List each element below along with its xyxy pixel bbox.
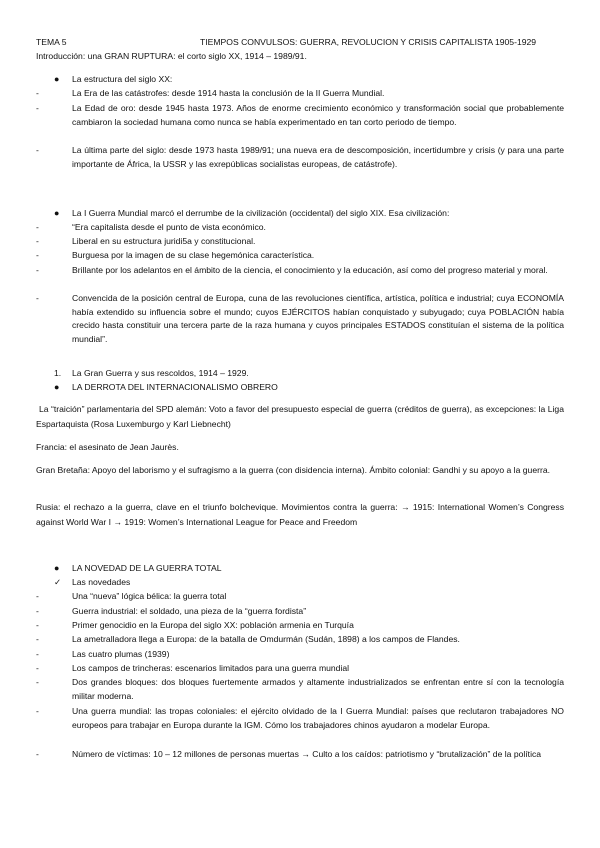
section2-title: La I Guerra Mundial marcó el derrumbe de la civilización (occidental) del siglo XIX. Esa civilización: <box>72 208 450 218</box>
dash-marker: - <box>36 677 39 687</box>
topic-label: TEMA 5 <box>36 37 67 47</box>
dash-marker: - <box>36 649 39 659</box>
dash-marker: - <box>36 265 39 275</box>
list-item: - Una guerra mundial: las tropas coloniales: el ejército olvidado de la I Guerra Mundial: países que reclutaron trabajadores NO europeos para trabajar en Europa durante la IGM. Cómo los trabajadores chinos ayudaron a modelar Europa. <box>36 706 564 730</box>
dash-marker: - <box>36 663 39 673</box>
bullet-marker: ● <box>54 563 60 573</box>
dash-marker: - <box>36 222 39 232</box>
paragraph-gran-bretana: Gran Bretaña: Apoyo del laborismo y el sufragismo a la guerra (con disidencia interna). Ámbito colonial: Gandhi y su apoyo a la guerra. <box>36 465 550 475</box>
list-item: - La Edad de oro: desde 1945 hasta 1973. Años de enorme crecimiento económico y transformación social que probablemente cambiaron la sociedad humana como nunca se había experimentado en tan corto periodo de tiempo. <box>36 103 564 127</box>
section1-title-item <box>36 73 564 87</box>
list-item: - “Era capitalista desde el punto de vista económico. <box>36 221 564 235</box>
section4-title: LA NOVEDAD DE LA GUERRA TOTAL <box>72 563 222 573</box>
paragraph-spd: La “traición” parlamentaria del SPD alemán: Voto a favor del presupuesto especial de guerra (créditos de guerra), as excepciones: la Liga Espartaquista (Rosa Luxemburgo y Karl Liebnecht) <box>36 404 564 429</box>
paragraph-rusia: Rusia: el rechazo a la guerra, clave en el triunfo bolchevique. Movimientos contra la guerra: → 1915: International Women’s Congress against World War I → 1919: Women’s International League for Peace and Freedom <box>36 502 564 527</box>
check-icon: ✓ <box>54 577 62 587</box>
section2-title-item <box>36 207 564 221</box>
dash-marker: - <box>36 103 39 113</box>
section3-title: La Gran Guerra y sus rescoldos, 1914 – 1929. <box>72 368 249 378</box>
section1-title: La estructura del siglo XX: <box>72 74 173 84</box>
topic-title: TIEMPOS CONVULSOS: GUERRA, REVOLUCION Y CRISIS CAPITALISTA 1905-1929 <box>200 37 537 47</box>
list-item: - Los campos de trincheras: escenarios limitados para una guerra mundial <box>36 662 564 676</box>
dash-marker: - <box>36 706 39 716</box>
dash-marker: - <box>36 620 39 630</box>
dash-marker: - <box>36 145 39 155</box>
dash-marker: - <box>36 88 39 98</box>
bullet-marker: ● <box>54 74 60 84</box>
list-item: - Liberal en su estructura juridi5a y constitucional. <box>36 235 564 249</box>
dash-marker: - <box>36 749 39 759</box>
section3-number: 1. <box>54 368 62 378</box>
dash-marker: - <box>36 606 39 616</box>
list-item: - Las cuatro plumas (1939) <box>36 648 564 662</box>
section3-heading <box>36 367 564 381</box>
dash-marker: - <box>36 236 39 246</box>
list-item: - Una “nueva” lógica bélica: la guerra total <box>36 590 564 604</box>
dash-marker: - <box>36 634 39 644</box>
list-item: - Número de víctimas: 10 – 12 millones de personas muertas → Culto a los caídos: patriotismo y “brutalización” de la política <box>36 748 564 762</box>
list-item: - Primer genocidio en la Europa del siglo XX: población armenia en Turquía <box>36 619 564 633</box>
list-item: - Dos grandes bloques: dos bloques fuertemente armados y altamente industrializados se enfrentan entre sí con la tecnología militar moderna. <box>36 677 564 701</box>
page-header <box>36 37 564 47</box>
check-item: ✓ Las novedades <box>36 576 564 590</box>
section3-subheading <box>36 381 564 395</box>
dash-marker: - <box>36 591 39 601</box>
list-item: - La Era de las catástrofes: desde 1914 hasta la conclusión de la II Guerra Mundial. <box>36 87 564 101</box>
list-item: - La última parte del siglo: desde 1973 hasta 1989/91; una nueva era de descomposición, incertidumbre y crisis (y para una parte importante de África, la USSR y las exrepúblicas socialistas europeas, de catástrofe). <box>36 145 564 169</box>
intro-line: Introducción: una GRAN RUPTURA: el corto siglo XX, 1914 – 1989/91. <box>36 51 307 61</box>
list-item: - Burguesa por la imagen de su clase hegemónica característica. <box>36 249 564 263</box>
list-item: - Brillante por los adelantos en el ámbito de la ciencia, el conocimiento y la educación, así como del progreso material y moral. <box>36 264 564 278</box>
dash-marker: - <box>36 293 39 303</box>
dash-marker: - <box>36 250 39 260</box>
list-item: - Guerra industrial: el soldado, una pieza de la “guerra fordista” <box>36 605 564 619</box>
list-item: - La ametralladora llega a Europa: de la batalla de Omdurmán (Sudán, 1898) a los campos de Flandes. <box>36 633 564 647</box>
bullet-marker: ● <box>54 382 60 392</box>
paragraph-francia: Francia: el asesinato de Jean Jaurès. <box>36 442 179 452</box>
list-item: - Convencida de la posición central de Europa, cuna de las revoluciones científica, artística, política e industrial; cuya ECONOMÍA había extendido su influencia sobre el mundo; cuyos EJÉRCITOS habían conquistado y subyugado; cuya POBLACIÓN había crecido hasta constituir una tercera parte de la raza humana y cuyos principales ESTADOS constituían el sistema de la política mundial”. <box>36 293 564 344</box>
section3-subtitle: LA DERROTA DEL INTERNACIONALISMO OBRERO <box>72 382 278 392</box>
bullet-marker: ● <box>54 208 60 218</box>
section4-title-item <box>36 562 564 576</box>
